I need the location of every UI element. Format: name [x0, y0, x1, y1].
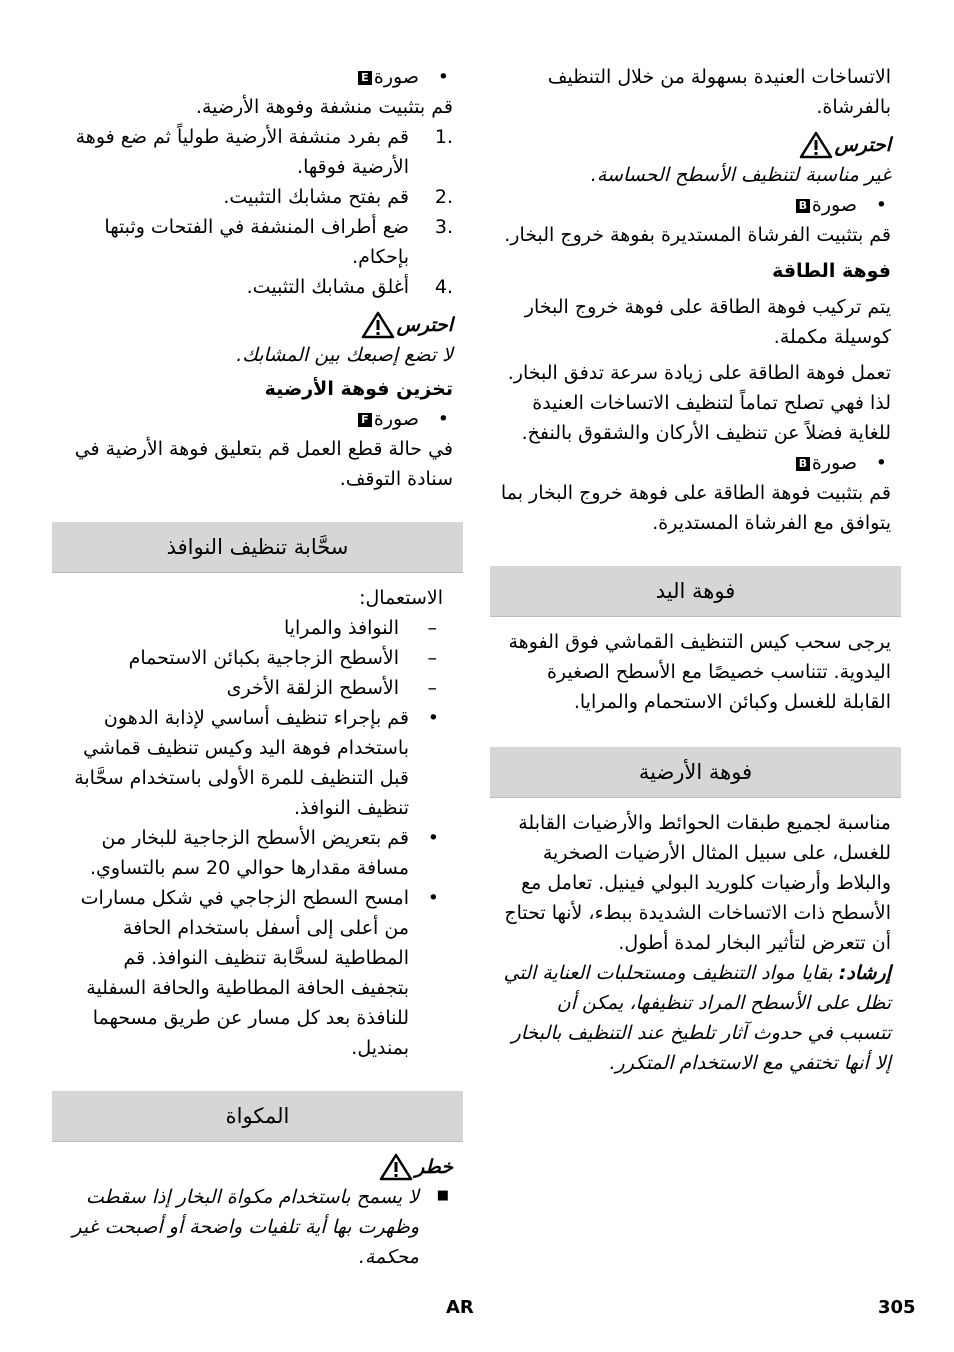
- list-item: – الأسطح الزلقة الأخرى: [62, 673, 443, 703]
- danger-text: ■ لا يسمح باستخدام مكواة البخار إذا سقطت وظهرت بها أية تلفيات واضحة أو أصبحت غير محكمة.: [62, 1182, 453, 1272]
- figure-ref: • صورةB: [500, 448, 891, 478]
- paragraph: يتم تركيب فوهة الطاقة على فوهة خروج البخار كوسيلة مكملة.: [524, 296, 891, 348]
- section-band: سحَّابة تنظيف النوافذ: [52, 522, 463, 573]
- warning-triangle-icon: [361, 311, 395, 339]
- paragraph: الاتساخات العنيدة بسهولة من خلال التنظيف بالفرشاة.: [547, 66, 891, 118]
- section-band: المكواة: [52, 1091, 463, 1142]
- section-band: فوهة اليد: [490, 566, 901, 617]
- hint-note: [500, 958, 891, 1078]
- figure-letter-icon: B: [796, 199, 810, 213]
- paragraph: مناسبة لجميع طبقات الحوائط والأرضيات القابلة للغسل، على سبيل المثال الأرضيات الصخرية والبلاط وأرضيات كلوريد البولي فينيل. تعامل مع الأسطح ذات الاتساخات الشديدة ببطء، لأنها تحتاج أن تتعرض لتأثير البخار لمدة أطول.: [504, 812, 891, 954]
- paragraph: تعمل فوهة الطاقة على زيادة سرعة تدفق البخار. لذا فهي تصلح تماماً لتنظيف الاتساخات العنيدة للغاية فضلاً عن تنظيف الأركان والشقوق بالنفخ.: [507, 362, 891, 444]
- list-item: 2. قم بفتح مشابك التثبيت.: [223, 186, 453, 208]
- hint-label: إرشاد:: [838, 962, 891, 984]
- section-heading: تخزين فوهة الأرضية: [264, 378, 453, 400]
- danger-title: خطر: [415, 1156, 453, 1178]
- caution-title: احترس: [834, 134, 891, 156]
- danger-note: [62, 1152, 453, 1182]
- caution-note: [62, 310, 453, 340]
- usage-label: الاستعمال:: [359, 587, 443, 609]
- list-item: • قم بتعريض الأسطح الزجاجية للبخار من مسافة مقدارها حوالي 20 سم بالتساوي.: [62, 823, 443, 883]
- caution-text: لا تضع إصبعك بين المشابك.: [236, 344, 453, 366]
- list-item: – النوافذ والمرايا: [62, 613, 443, 643]
- section-band: فوهة الأرضية: [490, 747, 901, 798]
- figure-ref: • صورةB: [500, 190, 891, 220]
- list-item: • امسح السطح الزجاجي في شكل مسارات من أعلى إلى أسفل باستخدام الحافة المطاطية لسحَّابة تنظيف النوافذ. قم بتجفيف الحافة المطاطية والحافة السفلية للنافذة بعد كل مسار عن طريق مسحهما بمنديل.: [62, 883, 443, 1063]
- figure-ref: • صورةF: [62, 404, 453, 434]
- page-number: 305: [878, 1297, 916, 1318]
- figure-ref: • صورةE: [62, 62, 453, 92]
- right-column: [490, 62, 901, 1078]
- caution-text: غير مناسبة لتنظيف الأسطح الحساسة.: [590, 164, 891, 186]
- caution-title: احترس: [396, 314, 453, 336]
- hint-text: بقايا مواد التنظيف ومستحلبات العناية التي تظل على الأسطح المراد تنظيفها، يمكن أن تتسبب في حدوث آثار تلطيخ عند التنظيف بالبخار إلا أنها تختفي مع الاستخدام المتكرر.: [503, 962, 891, 1074]
- list-item: 4. أغلق مشابك التثبيت.: [246, 276, 453, 298]
- warning-triangle-icon: [799, 131, 833, 159]
- figure-letter-icon: E: [358, 71, 372, 85]
- list-item: 3. ضع أطراف المنشفة في الفتحات وثبتها بإحكام.: [104, 216, 453, 268]
- paragraph: في حالة قطع العمل قم بتعليق فوهة الأرضية في سنادة التوقف.: [74, 438, 453, 490]
- list-item: – الأسطح الزجاجية بكبائن الاستحمام: [62, 643, 443, 673]
- list-item: 1. قم بفرد منشفة الأرضية طولياً ثم ضع فوهة الأرضية فوقها.: [75, 126, 453, 178]
- paragraph: قم بتثبيت الفرشاة المستديرة بفوهة خروج البخار.: [504, 224, 891, 246]
- left-column: [52, 62, 463, 1272]
- paragraph: قم بتثبيت فوهة الطاقة على فوهة خروج البخار بما يتوافق مع الفرشاة المستديرة.: [500, 482, 891, 534]
- list-item: • قم بإجراء تنظيف أساسي لإذابة الدهون باستخدام فوهة اليد وكيس تنظيف قماشي قبل التنظيف للمرة الأولى باستخدام سحَّابة تنظيف النوافذ.: [62, 703, 443, 823]
- footer-language: AR: [446, 1297, 474, 1318]
- warning-triangle-icon: [379, 1153, 413, 1181]
- caution-note: [500, 130, 891, 160]
- section-heading: فوهة الطاقة: [772, 260, 891, 282]
- paragraph: قم بتثبيت منشفة وفوهة الأرضية.: [195, 96, 453, 118]
- paragraph: يرجى سحب كيس التنظيف القماشي فوق الفوهة اليدوية. تتناسب خصيصًا مع الأسطح الصغيرة القابلة للغسل وكبائن الاستحمام والمرايا.: [508, 631, 891, 713]
- figure-letter-icon: B: [796, 457, 810, 471]
- figure-letter-icon: F: [358, 413, 372, 427]
